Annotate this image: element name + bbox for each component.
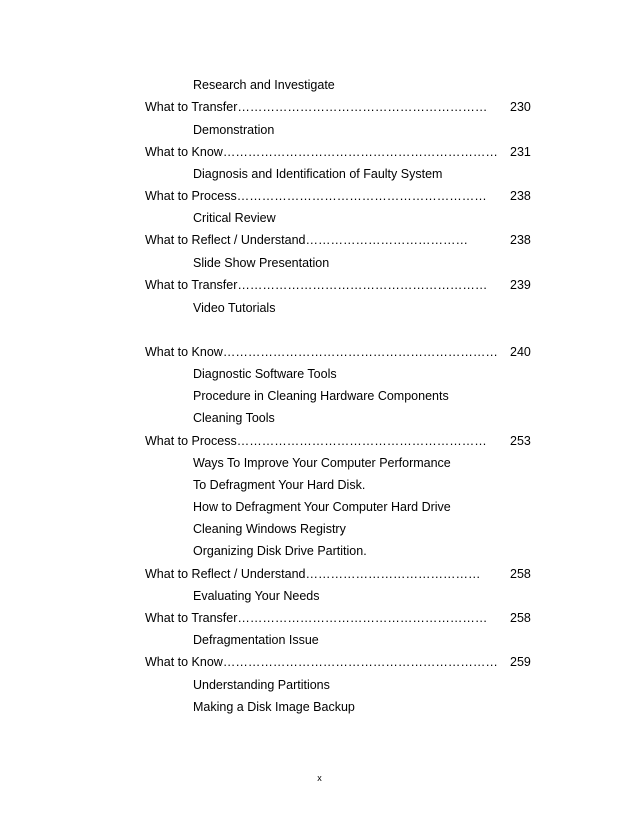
toc-subtopic: Research and Investigate [193,78,335,92]
toc-subtopic: Demonstration [193,123,275,137]
toc-entry: What to Know………………………………………………………… [145,145,498,159]
toc-page-number: 258 [510,567,531,581]
toc-page-number: 240 [510,345,531,359]
toc-subtopic: Procedure in Cleaning Hardware Components [193,389,449,403]
toc-subtopic: Cleaning Tools [193,411,275,425]
toc-subtopic: Video Tutorials [193,301,276,315]
toc-entry: What to Transfer…………………………………………………… [145,278,488,292]
toc-subtopic: Defragmentation Issue [193,633,319,647]
toc-subtopic: How to Defragment Your Computer Hard Drive [193,500,451,514]
toc-subtopic: Critical Review [193,211,276,225]
toc-subtopic: To Defragment Your Hard Disk. [193,478,366,492]
toc-entry: What to Know………………………………………………………… [145,655,498,669]
toc-subtopic: Organizing Disk Drive Partition. [193,544,367,558]
toc-page-number: 259 [510,655,531,669]
toc-subtopic: Cleaning Windows Registry [193,522,346,536]
toc-entry: What to Know………………………………………………………… [145,345,498,359]
toc-subtopic: Understanding Partitions [193,678,330,692]
toc-page-number: 230 [510,100,531,114]
toc-entry: What to Process…………………………………………………… [145,434,487,448]
page-footer-number: x [317,773,322,783]
toc-entry: What to Reflect / Understand…………………………………… [145,567,481,581]
toc-entry: What to Transfer…………………………………………………… [145,611,488,625]
toc-page-number: 253 [510,434,531,448]
toc-subtopic: Making a Disk Image Backup [193,700,355,714]
toc-subtopic: Diagnostic Software Tools [193,367,337,381]
toc-subtopic: Diagnosis and Identification of Faulty System [193,167,443,181]
toc-page-number: 238 [510,189,531,203]
toc-subtopic: Slide Show Presentation [193,256,330,270]
toc-page-number: 231 [510,145,531,159]
toc-entry: What to Transfer…………………………………………………… [145,100,488,114]
toc-page-number: 238 [510,233,531,247]
toc-subtopic: Evaluating Your Needs [193,589,320,603]
toc-subtopic: Ways To Improve Your Computer Performance [193,456,451,470]
toc-entry: What to Reflect / Understand………………………………… [145,233,468,247]
toc-entry: What to Process…………………………………………………… [145,189,487,203]
toc-page-number: 239 [510,278,531,292]
toc-page-number: 258 [510,611,531,625]
